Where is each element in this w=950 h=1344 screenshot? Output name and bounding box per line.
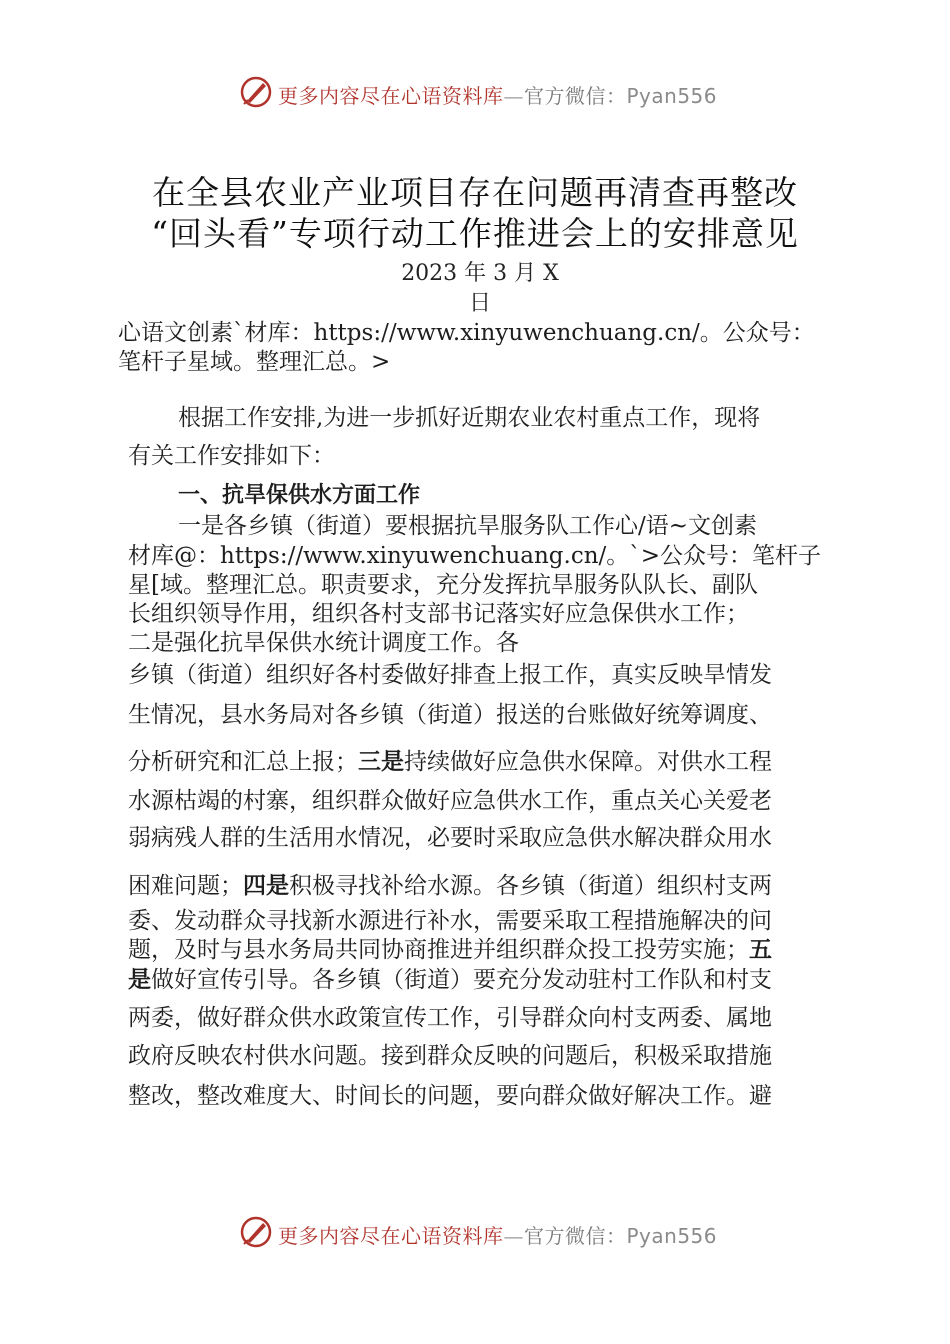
banner-text: 更多内容尽在心语资料库—官方微信：Pyan556 [278,84,718,108]
emphasis-five: 五 [749,937,772,963]
pen-seal-logo-icon [238,74,274,110]
document-title-line-1: 在全县农业产业项目存在问题再清查再整改 [152,173,798,212]
body-line: 题，及时与县水务局共同协商推进并组织群众投工投劳实施；五 [128,937,772,963]
body-line: 生情况，县水务局对各乡镇（街道）报送的台账做好统筹调度、 [128,702,772,728]
banner-text: 更多内容尽在心语资料库—官方微信：Pyan556 [278,1224,718,1248]
date-line-2: 日 [468,291,491,316]
body-line: 水源枯竭的村寨，组织群众做好应急供水工作，重点关心关爱老 [128,788,772,814]
body-line: 星[域。整理汇总。职责要求，充分发挥抗旱服务队队长、副队 [128,572,758,598]
body-line: 整改，整改难度大、时间长的问题，要向群众做好解决工作。避 [128,1083,772,1109]
body-line: 分析研究和汇总上报；三是持续做好应急供水保障。对供水工程 [128,749,772,775]
intro-line-1: 根据工作安排,为进一步抓好近期农业农村重点工作，现将 [178,405,761,431]
body-line: 政府反映农村供水问题。接到群众反映的问题后，积极采取措施 [128,1043,772,1069]
emphasis-five-cont: 是 [128,967,151,993]
body-line: 长组织领导作用，组织各村支部书记落实好应急保供水工作； [128,601,749,627]
pen-seal-logo-icon [238,1214,274,1250]
document-date [380,259,580,319]
body-line: 弱病残人群的生活用水情况，必要时采取应急供水解决群众用水 [128,825,772,851]
body-line: 一是各乡镇（街道）要根据抗旱服务队工作心/语~文创素 [178,513,758,539]
emphasis-four: 四是 [243,873,289,899]
header-banner [0,72,950,112]
body-line: 两委，做好群众供水政策宣传工作，引导群众向村支两委、属地 [128,1005,772,1031]
body-line: 困难问题；四是积极寻找补给水源。各乡镇（街道）组织村支两 [128,873,772,899]
emphasis-three: 三是 [358,749,404,775]
body-line: 委、发动群众寻找新水源进行补水，需要采取工程措施解决的问 [128,908,772,934]
date-line-1: 2023 年 3 月 X [401,261,559,286]
source-note-line-2: 笔杆子星域。整理汇总。> [118,349,391,375]
body-line: 二是强化抗旱保供水统计调度工作。各 [128,630,519,656]
body-line: 乡镇（街道）组织好各村委做好排查上报工作，真实反映旱情发 [128,662,772,688]
section-heading: 一、抗旱保供水方面工作 [178,483,421,508]
intro-line-2: 有关工作安排如下： [128,443,335,469]
source-note-line-1: 心语文创素`材库：https://www.xinyuwenchuang.cn/。公众号： [118,320,815,346]
body-line: 是做好宣传引导。各乡镇（街道）要充分发动驻村工作队和村支 [128,967,772,993]
body-line: 材库@：https://www.xinyuwenchuang.cn/。`>公众号：笔杆子 [128,543,822,569]
footer-banner [0,1212,950,1252]
document-title-line-2: “回头看”专项行动工作推进会上的安排意见 [151,214,799,253]
